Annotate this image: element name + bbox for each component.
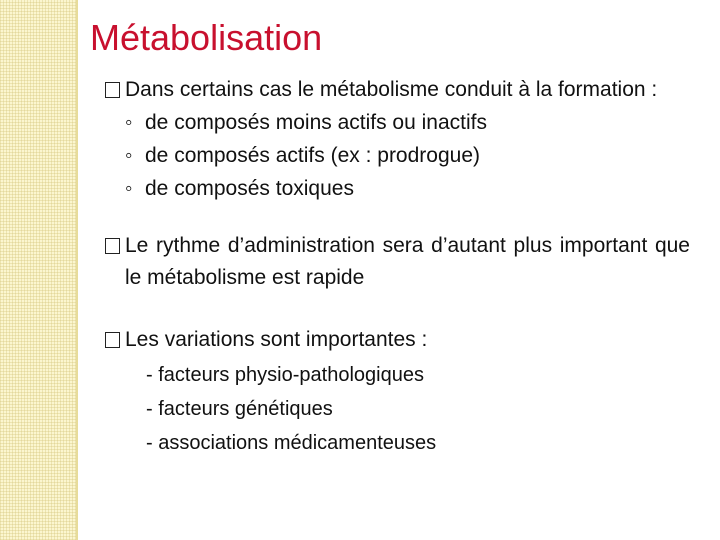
decorative-side-band — [0, 0, 78, 540]
dash-item: - facteurs physio-pathologiques — [146, 364, 424, 386]
circle-bullet-icon: ◦ — [125, 177, 133, 200]
dash-item: - associations médicamenteuses — [146, 432, 437, 454]
spacer — [105, 205, 690, 230]
sub-item — [105, 106, 690, 139]
bullet-text: Les variations sont importantes : — [125, 328, 428, 351]
slide-title: Métabolisation — [90, 17, 323, 58]
bullet-text: Le rythme d’administration sera d’autant plus important que le métabolisme est rapide — [125, 234, 690, 289]
sub-item — [105, 139, 690, 172]
bullet-text: Dans certains cas le métabolisme conduit à la formation : — [125, 78, 658, 101]
slide-content — [105, 74, 690, 460]
circle-bullet-icon: ◦ — [125, 144, 133, 167]
sub-item-text: de composés actifs (ex : prodrogue) — [145, 144, 480, 167]
sub-item — [105, 172, 690, 205]
sub-item-text: de composés toxiques — [145, 177, 354, 200]
bullet-item — [105, 230, 690, 294]
bullet-item — [105, 324, 690, 356]
bullet-item — [105, 74, 690, 106]
circle-bullet-icon: ◦ — [125, 111, 133, 134]
side-band-edge — [76, 0, 78, 540]
dash-item: - facteurs génétiques — [146, 398, 333, 420]
square-bullet-icon — [105, 82, 120, 98]
sub-item-text: de composés moins actifs ou inactifs — [145, 111, 487, 134]
square-bullet-icon — [105, 238, 120, 254]
spacer — [105, 294, 690, 324]
square-bullet-icon — [105, 332, 120, 348]
